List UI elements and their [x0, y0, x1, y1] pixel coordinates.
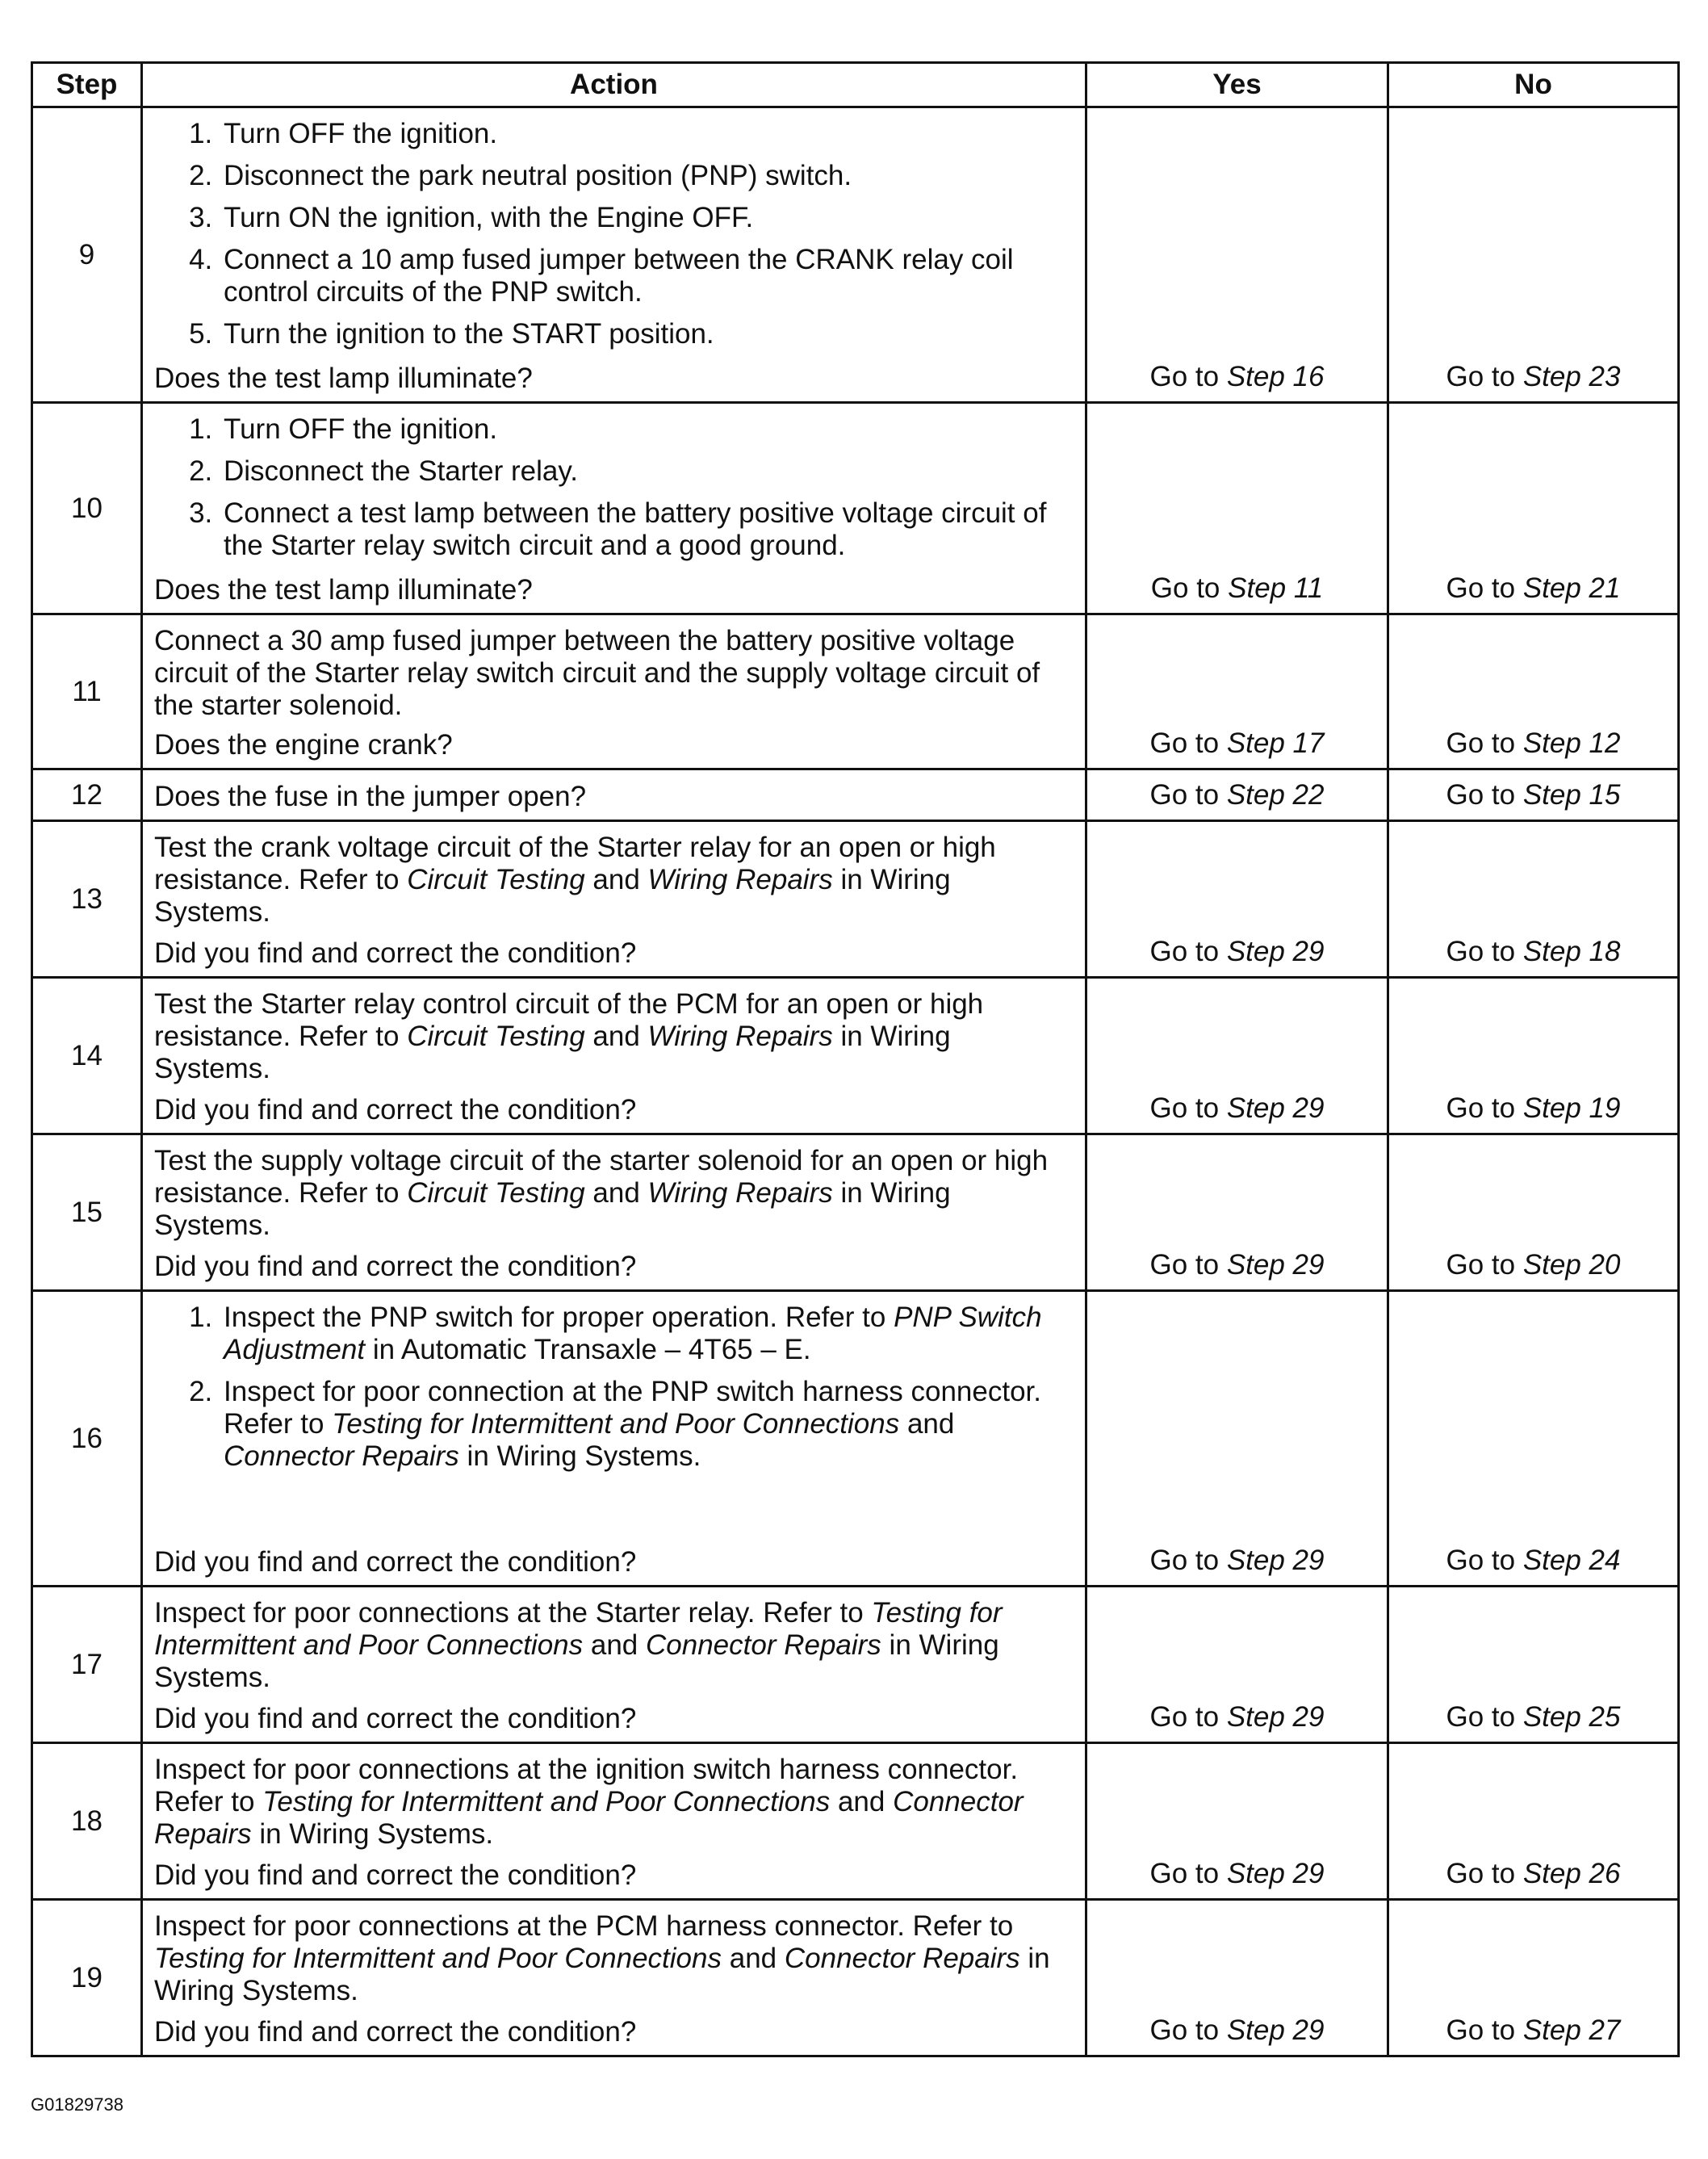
- no-result-cell: [1388, 1587, 1679, 1743]
- instruction-paragraph: [154, 832, 1074, 929]
- action-instructions: [154, 979, 1074, 1085]
- action-cell: [142, 403, 1086, 614]
- instruction-paragraph: [154, 988, 1074, 1085]
- no-result-cell: [1388, 978, 1679, 1134]
- action-text: in Wiring Systems.: [154, 1177, 951, 1241]
- action-text: in Wiring Systems.: [251, 1818, 494, 1850]
- goto-prefix: Go to: [1149, 936, 1227, 967]
- action-cell: [142, 821, 1086, 978]
- question-text: Did you find and correct the condition?: [154, 2016, 637, 2048]
- action-cell: [142, 978, 1086, 1134]
- goto-step-yes: Step 29: [1226, 1858, 1325, 1889]
- step-number: 11: [32, 614, 142, 769]
- action-instructions: [154, 822, 1074, 929]
- goto-step-yes: Step 29: [1226, 1249, 1325, 1281]
- goto-step-no: Step 23: [1522, 361, 1621, 392]
- goto-step-no: Step 26: [1522, 1858, 1621, 1889]
- goto-step-yes: Step 11: [1228, 572, 1324, 604]
- reference-link-text: Testing for Intermittent and Poor Connections: [154, 1943, 722, 1974]
- yes-result-cell: [1086, 107, 1388, 403]
- action-text: Connect a test lamp between the battery positive voltage circuit of the Starter relay switch circuit and a good ground.: [224, 497, 1047, 561]
- action-content: [154, 1292, 1074, 1585]
- goto-step-yes: Step 16: [1226, 361, 1325, 392]
- action-text: and: [583, 1629, 646, 1661]
- action-text: in Automatic Transaxle – 4T65 – E.: [365, 1334, 811, 1365]
- step-number: 14: [32, 978, 142, 1134]
- action-content: [154, 1744, 1074, 1898]
- no-result-cell: [1388, 107, 1679, 403]
- action-instructions: [154, 1744, 1074, 1851]
- goto-step-yes: Step 29: [1226, 1701, 1325, 1733]
- action-instructions: [154, 1901, 1074, 2007]
- goto-prefix: Go to: [1149, 1249, 1227, 1281]
- question-text: Does the engine crank?: [154, 729, 453, 761]
- goto-prefix: Go to: [1446, 361, 1523, 392]
- header-no: No: [1388, 63, 1679, 107]
- reference-link-text: Circuit Testing: [407, 864, 585, 895]
- action-instructions: [154, 1292, 1074, 1482]
- goto-step-yes: Step 29: [1226, 2014, 1325, 2046]
- header-row: [32, 63, 1679, 107]
- goto-step-yes: Step 17: [1226, 727, 1325, 759]
- table-row: [32, 107, 1679, 403]
- step-number: 12: [32, 769, 142, 821]
- no-result-cell: [1388, 1134, 1679, 1291]
- question-text: Did you find and correct the condition?: [154, 1094, 637, 1126]
- yes-result-cell: [1086, 1587, 1388, 1743]
- action-text: Inspect for poor connections at the PCM harness connector. Refer to: [154, 1910, 1014, 1942]
- yes-result-cell: [1086, 403, 1388, 614]
- header-yes: Yes: [1086, 63, 1388, 107]
- no-result-cell: [1388, 821, 1679, 978]
- table-row: [32, 1900, 1679, 2056]
- action-text: Turn the ignition to the START position.: [224, 318, 714, 350]
- goto-step-no: Step 21: [1522, 572, 1621, 604]
- goto-prefix: Go to: [1149, 727, 1227, 759]
- instruction-item: [220, 1302, 1074, 1366]
- instruction-list: [154, 413, 1074, 562]
- table-row: [32, 769, 1679, 821]
- goto-step-no: Step 18: [1522, 936, 1621, 967]
- action-text: Turn OFF the ignition.: [224, 413, 498, 445]
- step-number: 17: [32, 1587, 142, 1743]
- reference-link-text: Wiring Repairs: [647, 1177, 833, 1209]
- instruction-item: [220, 118, 1074, 150]
- action-text: in Wiring Systems.: [154, 1943, 1050, 2006]
- goto-prefix: Go to: [1150, 572, 1229, 604]
- goto-prefix: Go to: [1446, 1858, 1523, 1889]
- instruction-item: [220, 1376, 1074, 1473]
- action-text: and: [830, 1786, 894, 1817]
- action-content: [154, 822, 1074, 976]
- action-cell: [142, 1587, 1086, 1743]
- action-text: Turn OFF the ignition.: [224, 118, 498, 149]
- reference-link-text: Circuit Testing: [407, 1177, 585, 1209]
- action-text: and: [899, 1408, 955, 1440]
- yes-result-cell: [1086, 1743, 1388, 1900]
- action-text: Test the supply voltage circuit of the starter solenoid for an open or high resistance. Refer to: [154, 1145, 1049, 1209]
- action-text: in Wiring Systems.: [154, 1021, 951, 1084]
- figure-code: G01829738: [31, 2094, 123, 2115]
- no-result-cell: [1388, 1900, 1679, 2056]
- diagnostic-table: [31, 61, 1680, 2057]
- table-row: [32, 1587, 1679, 1743]
- action-text: Test the crank voltage circuit of the Starter relay for an open or high resistance. Refer to: [154, 832, 996, 895]
- action-cell: [142, 107, 1086, 403]
- action-text: and: [584, 1177, 648, 1209]
- instruction-paragraph: [154, 1597, 1074, 1694]
- goto-prefix: Go to: [1446, 2014, 1523, 2046]
- action-instructions: [154, 1587, 1074, 1694]
- action-text: and: [584, 864, 648, 895]
- no-result-cell: [1388, 1743, 1679, 1900]
- instruction-item: [220, 318, 1074, 350]
- yes-result-cell: [1086, 821, 1388, 978]
- action-text: in Wiring Systems.: [154, 864, 951, 928]
- action-text: Disconnect the park neutral position (PNP) switch.: [224, 160, 852, 191]
- action-cell: [142, 769, 1086, 821]
- action-text: and: [722, 1943, 785, 1974]
- goto-prefix: Go to: [1446, 727, 1523, 759]
- step-number: 13: [32, 821, 142, 978]
- no-result-cell: [1388, 403, 1679, 614]
- instruction-item: [220, 497, 1074, 562]
- action-content: [154, 108, 1074, 401]
- action-content: [154, 1901, 1074, 2055]
- question-text: Did you find and correct the condition?: [154, 1703, 637, 1734]
- action-instructions: [154, 770, 1074, 780]
- goto-prefix: Go to: [1149, 1701, 1227, 1733]
- question-text: Does the test lamp illuminate?: [154, 574, 533, 606]
- reference-link-text: Testing for Intermittent and Poor Connections: [332, 1408, 900, 1440]
- action-cell: [142, 614, 1086, 769]
- reference-link-text: Circuit Testing: [407, 1021, 585, 1052]
- goto-prefix: Go to: [1149, 1858, 1227, 1889]
- action-instructions: [154, 1135, 1074, 1242]
- goto-prefix: Go to: [1446, 572, 1523, 604]
- goto-prefix: Go to: [1149, 2014, 1227, 2046]
- goto-step-no: Step 12: [1522, 727, 1621, 759]
- step-number: 10: [32, 403, 142, 614]
- goto-step-yes: Step 29: [1226, 1092, 1325, 1124]
- instruction-list: [154, 1302, 1074, 1473]
- question-text: Did you find and correct the condition?: [154, 1546, 637, 1578]
- instruction-item: [220, 160, 1074, 192]
- action-content: [154, 770, 1074, 820]
- action-instructions: [154, 615, 1074, 722]
- yes-result-cell: [1086, 1291, 1388, 1587]
- action-text: Inspect for poor connections at the ignition switch harness connector. Refer to: [154, 1754, 1019, 1817]
- goto-prefix: Go to: [1446, 1545, 1523, 1576]
- goto-step-no: Step 27: [1522, 2014, 1621, 2046]
- goto-step-no: Step 20: [1522, 1249, 1621, 1281]
- table-row: [32, 1134, 1679, 1291]
- step-number: 15: [32, 1134, 142, 1291]
- instruction-paragraph: [154, 1910, 1074, 2007]
- goto-prefix: Go to: [1446, 1092, 1523, 1124]
- action-cell: [142, 1291, 1086, 1587]
- reference-link-text: Wiring Repairs: [647, 864, 833, 895]
- instruction-item: [220, 244, 1074, 308]
- goto-step-no: Step 25: [1522, 1701, 1621, 1733]
- goto-prefix: Go to: [1149, 779, 1227, 811]
- action-text: Turn ON the ignition, with the Engine OFF.: [224, 202, 754, 233]
- step-number: 9: [32, 107, 142, 403]
- yes-result-cell: [1086, 1900, 1388, 2056]
- table-row: [32, 614, 1679, 769]
- goto-step-yes: Step 22: [1226, 779, 1325, 811]
- action-text: Connect a 10 amp fused jumper between the CRANK relay coil control circuits of the PNP switch.: [224, 244, 1014, 308]
- instruction-item: [220, 202, 1074, 234]
- question-text: Did you find and correct the condition?: [154, 1859, 637, 1891]
- step-number: 19: [32, 1900, 142, 2056]
- goto-prefix: Go to: [1446, 779, 1523, 811]
- table-row: [32, 403, 1679, 614]
- instruction-paragraph: [154, 625, 1074, 722]
- step-number: 16: [32, 1291, 142, 1587]
- action-content: [154, 979, 1074, 1133]
- reference-link-text: Connector Repairs: [646, 1629, 881, 1661]
- instruction-paragraph: [154, 1754, 1074, 1851]
- action-text: Inspect the PNP switch for proper operation. Refer to: [224, 1302, 894, 1333]
- reference-link-text: Connector Repairs: [154, 1786, 1024, 1850]
- goto-step-no: Step 15: [1522, 779, 1621, 811]
- reference-link-text: Connector Repairs: [224, 1440, 459, 1472]
- question-text: Did you find and correct the condition?: [154, 1251, 637, 1282]
- question-text: Does the test lamp illuminate?: [154, 363, 533, 394]
- instruction-paragraph: [154, 1145, 1074, 1242]
- header-step: Step: [32, 63, 142, 107]
- yes-result-cell: [1086, 978, 1388, 1134]
- goto-prefix: Go to: [1446, 1249, 1523, 1281]
- action-text: Disconnect the Starter relay.: [224, 455, 578, 487]
- question-text: Did you find and correct the condition?: [154, 937, 637, 969]
- question-text: Does the fuse in the jumper open?: [154, 781, 587, 812]
- action-content: [154, 1135, 1074, 1289]
- reference-link-text: Testing for Intermittent and Poor Connections: [262, 1786, 831, 1817]
- goto-step-no: Step 24: [1522, 1545, 1621, 1576]
- instruction-item: [220, 455, 1074, 488]
- instruction-item: [220, 413, 1074, 446]
- action-content: [154, 615, 1074, 768]
- header-action: Action: [142, 63, 1086, 107]
- reference-link-text: Testing for Intermittent and Poor Connections: [154, 1597, 1003, 1661]
- action-text: in Wiring Systems.: [458, 1440, 701, 1472]
- action-instructions: [154, 108, 1074, 360]
- action-text: Connect a 30 amp fused jumper between the battery positive voltage circuit of the Starter relay switch circuit and the supply voltage circuit of the starter solenoid.: [154, 625, 1040, 721]
- no-result-cell: [1388, 614, 1679, 769]
- action-text: Inspect for poor connections at the Starter relay. Refer to: [154, 1597, 872, 1629]
- action-cell: [142, 1134, 1086, 1291]
- action-text: Test the Starter relay control circuit of the PCM for an open or high resistance. Refer to: [154, 988, 984, 1052]
- action-text: in Wiring Systems.: [154, 1629, 999, 1693]
- table-row: [32, 978, 1679, 1134]
- action-cell: [142, 1743, 1086, 1900]
- action-text: Inspect for poor connection at the PNP switch harness connector. Refer to: [224, 1376, 1041, 1440]
- no-result-cell: [1388, 1291, 1679, 1587]
- goto-prefix: Go to: [1446, 1701, 1523, 1733]
- reference-link-text: Wiring Repairs: [647, 1021, 833, 1052]
- reference-link-text: PNP Switch Adjustment: [224, 1302, 1042, 1365]
- action-content: [154, 1587, 1074, 1742]
- instruction-list: [154, 118, 1074, 350]
- table-row: [32, 1291, 1679, 1587]
- no-result-cell: [1388, 769, 1679, 821]
- action-instructions: [154, 404, 1074, 572]
- table-body: [32, 107, 1679, 2056]
- action-content: [154, 404, 1074, 613]
- goto-prefix: Go to: [1149, 1545, 1227, 1576]
- goto-step-yes: Step 29: [1226, 1545, 1325, 1576]
- yes-result-cell: [1086, 769, 1388, 821]
- yes-result-cell: [1086, 614, 1388, 769]
- goto-prefix: Go to: [1149, 361, 1227, 392]
- reference-link-text: Connector Repairs: [784, 1943, 1020, 1974]
- goto-prefix: Go to: [1446, 936, 1523, 967]
- table-row: [32, 821, 1679, 978]
- yes-result-cell: [1086, 1134, 1388, 1291]
- goto-step-no: Step 19: [1522, 1092, 1621, 1124]
- action-cell: [142, 1900, 1086, 2056]
- goto-step-yes: Step 29: [1226, 936, 1325, 967]
- goto-prefix: Go to: [1149, 1092, 1227, 1124]
- step-number: 18: [32, 1743, 142, 1900]
- table-row: [32, 1743, 1679, 1900]
- action-text: and: [584, 1021, 648, 1052]
